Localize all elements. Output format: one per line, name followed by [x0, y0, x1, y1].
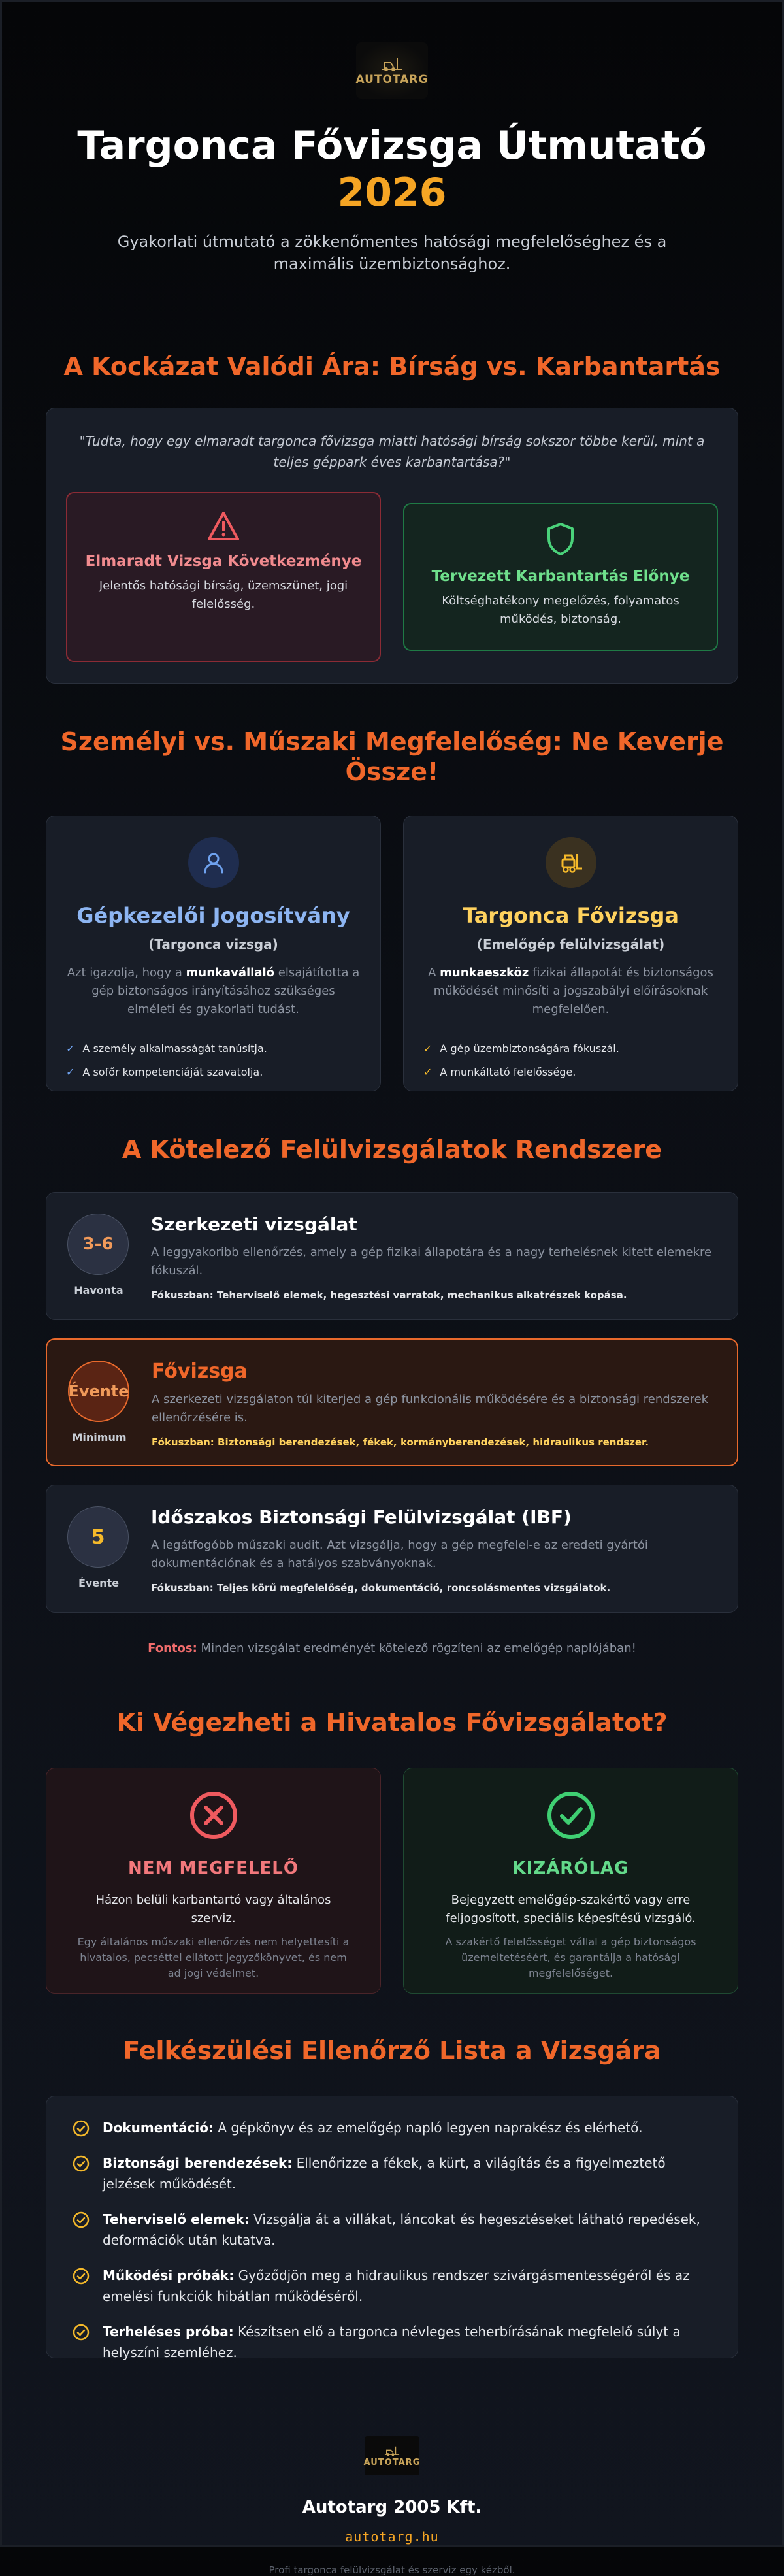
not-eligible-title: NEM MEGFELELŐ [128, 1858, 299, 1878]
page-title: Targonca Fővizsga Útmutató [77, 123, 707, 169]
eligible-card [403, 1768, 738, 1994]
missed-inspection-title: Elmaradt Vizsga Következménye [85, 553, 362, 570]
forklift-logo-icon [379, 55, 405, 72]
operator-license-body: Azt igazolja, hogy a munkavállaló elsajátította a gép biztonságos irányításához szükséges elméleti és gyakorlati tudást. [67, 966, 360, 1016]
brand-logo[interactable] [356, 42, 428, 99]
who-section-title: Ki Végezheti a Hivatalos Fővizsgálatot? [116, 1708, 668, 1737]
forklift-inspection-card [403, 816, 738, 1091]
x-circle-icon [189, 1791, 238, 1840]
frequency-badge: 3-6 [67, 1214, 129, 1275]
check-circle-icon [73, 2211, 90, 2228]
eligible-title: KIZÁRÓLAG [512, 1858, 629, 1878]
checklist-item: Dokumentáció: A gépkönyv és az emelőgép napló legyen naprakész és elérhető. [73, 2117, 711, 2138]
eligible-main: Bejegyzett emelőgép-szakértő vagy erre feljogosított, speciális képesítésű vizsgáló. [446, 1893, 696, 1925]
inspection-desc: A legátfogóbb műszaki audit. Azt vizsgálja, hogy a gép megfelel-e az eredeti gyártói dokumentációnak és a hatályos szabványoknak. [151, 1538, 648, 1570]
checklist-item: Terheléses próba: Készítsen elő a targonca névleges teherbírásának megfelelő súlyt a helyszíni szemléhez. [73, 2321, 711, 2363]
frequency-badge: 5 [67, 1506, 129, 1568]
list-item: ✓ A gép üzembiztonságára fókuszál. [423, 1037, 718, 1061]
forklift-logo-icon [382, 2445, 402, 2456]
operator-license-subtitle: (Targonca vizsga) [148, 936, 278, 952]
planned-maintenance-desc: Költséghatékony megelőzés, folyamatos működés, biztonság. [442, 594, 679, 626]
not-eligible-note: Egy általános műszaki ellenőrzés nem helyettesíti a hivatalos, pecséttel ellátott jegyzőkönyvet, és nem ad jogi védelmet. [77, 1936, 350, 1979]
forklift-icon [546, 837, 596, 888]
header-logo-area [2, 2, 782, 99]
risk-panel [46, 408, 738, 684]
frequency-badge: Évente [68, 1361, 129, 1422]
shield-icon [545, 521, 576, 557]
footer-logo-area [2, 2436, 782, 2475]
checklist-item: Működési próbák: Győződjön meg a hidraulikus rendszer szivárgásmentességéről és az emelési funkciók hibátlan működéséről. [73, 2265, 711, 2307]
inspections-section-title: A Kötelező Felülvizsgálatok Rendszere [122, 1135, 662, 1164]
missed-inspection-desc: Jelentős hatósági bírság, üzemszünet, jogi felelősség. [99, 579, 348, 611]
operator-license-title: Gépkezelői Jogosítvány [76, 903, 350, 928]
list-item: ✓ A munkáltató felelőssége. [423, 1061, 718, 1084]
main-inspection-card [46, 1338, 738, 1466]
structural-inspection-card [46, 1192, 738, 1320]
compliance-section-title: Személyi vs. Műszaki Megfelelőség: Ne Keverje Össze! [60, 727, 724, 786]
operator-license-card [46, 816, 381, 1091]
risk-quote: "Tudta, hogy egy elmaradt targonca fővizsga miatti hatósági bírság sokszor többe kerül, mint a teljes géppark éves karbantartása?" [79, 433, 705, 470]
inspection-focus: Fókuszban: Teherviselő elemek, hegesztési varratok, mechanikus alkatrészek kopása. [151, 1289, 627, 1301]
inspection-title: Fővizsga [152, 1360, 248, 1383]
checklist-item: Teherviselő elemek: Vizsgálja át a villákat, láncokat és hegesztéseket látható repedések, deformációk után kutatva. [73, 2209, 711, 2251]
list-item: ✓ A személy alkalmasságát tanúsítja. [66, 1037, 361, 1061]
check-circle-icon [73, 2268, 90, 2285]
logo-text: AUTOTARG [363, 2457, 421, 2468]
page-title-year: 2026 [337, 170, 447, 216]
website-link[interactable]: autotarg.hu [345, 2529, 439, 2545]
footer-tagline: Profi targonca felülvizsgálat és szerviz egy kézből. [269, 2564, 515, 2576]
frequency-label: Havonta [74, 1284, 123, 1296]
important-note: Fontos: Minden vizsgálat eredményét kötelező rögzíteni az emelőgép naplójában! [148, 1642, 636, 1655]
page-subtitle: Gyakorlati útmutató a zökkenőmentes hatósági megfelelőséghez és a maximális üzembiztonsághoz. [117, 233, 667, 273]
check-icon: ✓ [66, 1042, 75, 1055]
risk-section-title: A Kockázat Valódi Ára: Bírság vs. Karbantartás [63, 352, 721, 381]
eligible-note: A szakértő felelősséget vállal a gép biztonságos üzemeltetéséért, és garantálja a hatósági megfelelőséget. [445, 1936, 696, 1979]
inspection-title: Időszakos Biztonsági Felülvizsgálat (IBF) [151, 1506, 572, 1528]
company-name: Autotarg 2005 Kft. [302, 2498, 482, 2517]
inspection-desc: A szerkezeti vizsgálaton túl kiterjed a gép funkcionális működésére és a biztonsági rendszerek ellenőrzésére is. [152, 1393, 709, 1425]
check-circle-icon [546, 1791, 596, 1840]
inspection-desc: A leggyakoribb ellenőrzés, amely a gép fizikai állapotára és a nagy terhelésnek kitett elemekre fókuszál. [151, 1246, 712, 1278]
not-eligible-card [46, 1768, 381, 1994]
list-item: ✓ A sofőr kompetenciáját szavatolja. [66, 1061, 361, 1084]
forklift-inspection-title: Targonca Fővizsga [463, 903, 679, 928]
forklift-inspection-subtitle: (Emelőgép felülvizsgálat) [476, 936, 665, 952]
check-icon: ✓ [423, 1066, 433, 1078]
inspection-title: Szerkezeti vizsgálat [151, 1214, 357, 1235]
planned-maintenance-card [403, 503, 718, 651]
inspection-focus: Fókuszban: Biztonsági berendezések, fékek, kormányberendezések, hidraulikus rendszer. [152, 1436, 649, 1448]
inspection-focus: Fókuszban: Teljes körű megfelelőség, dokumentáció, roncsolásmentes vizsgálatok. [151, 1582, 611, 1594]
check-circle-icon [73, 2324, 90, 2341]
footer-brand-logo[interactable] [365, 2436, 419, 2475]
forklift-inspection-body: A munkaeszköz fizikai állapotát és biztonságos működését minősíti a jogszabályi előírásoknak megfelelően. [428, 966, 713, 1016]
periodic-safety-inspection-card [46, 1485, 738, 1613]
check-icon: ✓ [66, 1066, 75, 1078]
warning-icon [206, 510, 240, 542]
check-circle-icon [73, 2155, 90, 2172]
check-icon: ✓ [423, 1042, 433, 1055]
planned-maintenance-title: Tervezett Karbantartás Előnye [431, 568, 690, 585]
frequency-label: Minimum [72, 1431, 127, 1444]
checklist-panel [46, 2096, 738, 2358]
not-eligible-main: Házon belüli karbantartó vagy általános szerviz. [95, 1893, 331, 1925]
frequency-label: Évente [78, 1577, 120, 1589]
check-circle-icon [73, 2120, 90, 2137]
user-icon [188, 837, 239, 888]
logo-text: AUTOTARG [355, 73, 429, 86]
checklist-section-title: Felkészülési Ellenőrző Lista a Vizsgára [123, 2036, 661, 2065]
missed-inspection-card [66, 492, 381, 662]
checklist-item: Biztonsági berendezések: Ellenőrizze a fékek, a kürt, a világítás és a figyelmeztető jelzések működését. [73, 2153, 711, 2194]
